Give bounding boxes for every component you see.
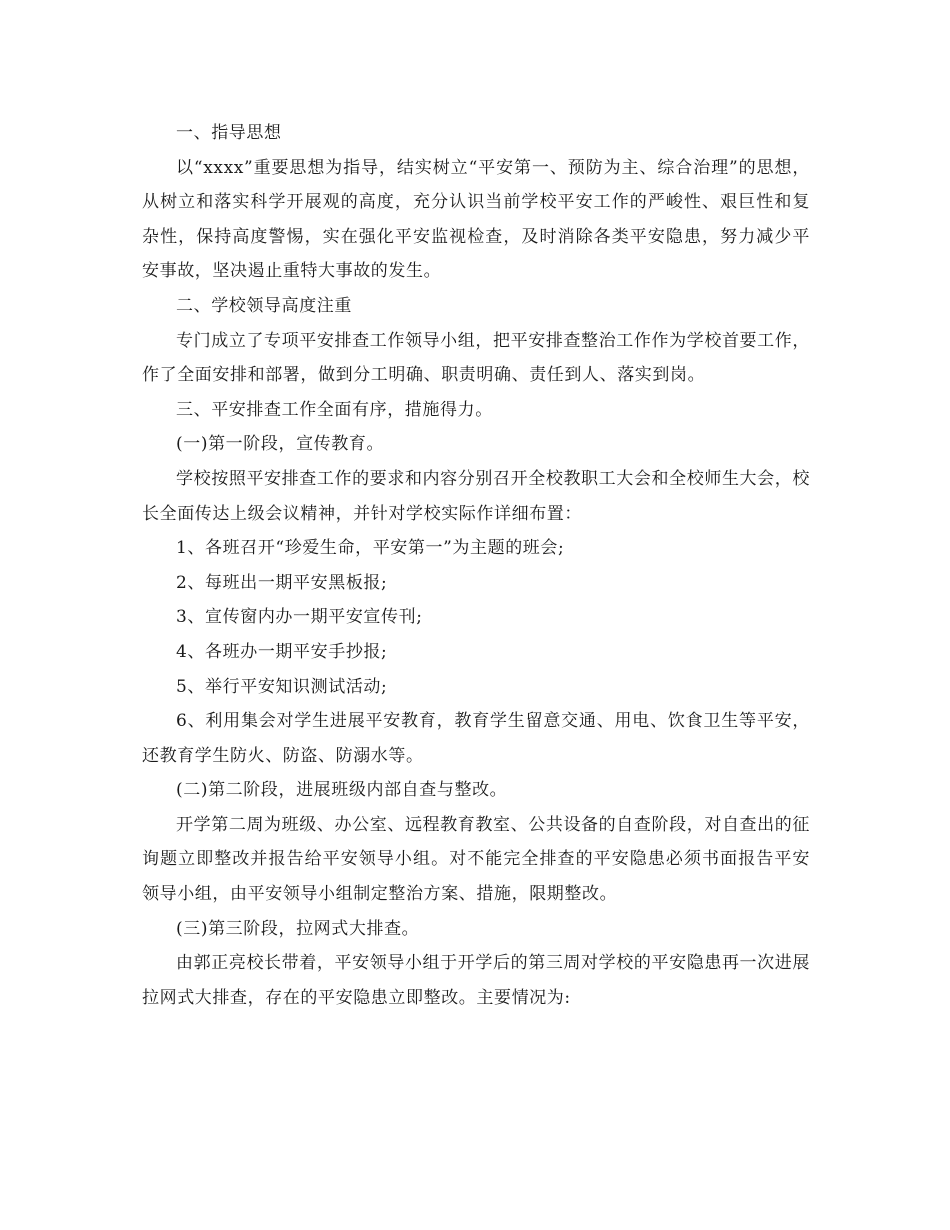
- subheading-stage-one: (一)第一阶段，宣传教育。: [176, 434, 385, 455]
- paragraph-stage-two: 开学第二周为班级、办公室、远程教育教室、公共设备的自查阶段，对自查出的征询题立即整改并报告给平安领导小组。对不能完全排查的平安隐患必须书面报告平安领导小组，由平安领导小组制定整治方案、措施，限期整改。: [142, 814, 810, 905]
- paragraph-stage-one: 学校按照平安排查工作的要求和内容分别召开全校教职工大会和全校师生大会，校长全面传达上级会议精神，并针对学校实际作详细布置：: [142, 468, 810, 524]
- list-item-5: 5、举行平安知识测试活动;: [176, 676, 388, 697]
- heading-safety-inspection: 三、平安排查工作全面有序，措施得力。: [176, 399, 493, 420]
- list-item-4: 4、各班办一期平安手抄报;: [176, 641, 388, 662]
- list-item-6: 6、利用集会对学生进展平安教育，教育学生留意交通、用电、饮食卫生等平安，还教育学生防火、防盗、防溺水等。: [142, 711, 810, 766]
- list-item-2: 2、每班出一期平安黑板报;: [176, 572, 388, 593]
- paragraph-school-leadership: 专门成立了专项平安排查工作领导小组，把平安排查整治工作作为学校首要工作，作了全面安排和部署，做到分工明确、职责明确、责任到人、落实到岗。: [142, 330, 810, 386]
- list-item-3: 3、宣传窗内办一期平安宣传刊;: [176, 607, 423, 628]
- paragraph-guiding-ideology: 以“xxxx”重要思想为指导，结实树立“平安第一、预防为主、综合治理”的思想，从树立和落实科学开展观的高度，充分认识当前学校平安工作的严峻性、艰巨性和复杂性，保持高度警惕，实在强化平安监视检查，及时消除各类平安隐患，努力减少平安事故，坚决遏止重特大事故的发生。: [142, 157, 810, 282]
- subheading-stage-three: (三)第三阶段，拉网式大排查。: [176, 918, 420, 939]
- document-page: [142, 116, 810, 1015]
- heading-school-leadership: 二、学校领导高度注重: [176, 295, 352, 316]
- list-item-1: 1、各班召开“珍爱生命，平安第一”为主题的班会;: [176, 538, 565, 559]
- heading-guiding-ideology: 一、指导思想: [176, 123, 282, 143]
- paragraph-stage-three: 由郭正亮校长带着，平安领导小组于开学后的第三周对学校的平安隐患再一次进展拉网式大排查，存在的平安隐患立即整改。主要情况为:: [142, 953, 810, 1008]
- subheading-stage-two: (二)第二阶段，进展班级内部自查与整改。: [176, 780, 508, 801]
